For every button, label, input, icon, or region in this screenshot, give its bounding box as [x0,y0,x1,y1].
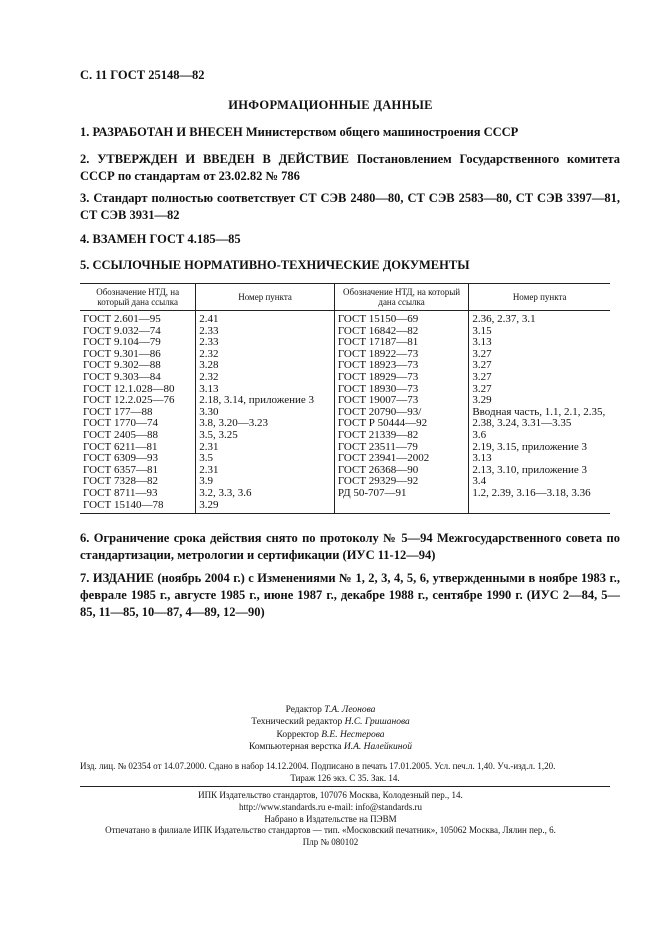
item-text: Постановлением Государственного комитета СССР по стандартам от 23.02.82 № 786 [80,152,621,183]
ntd-designation-cell: ГОСТ 18929—73 [334,372,469,384]
column-header: Обозначение НТД, на который дана ссылка [334,284,469,311]
clause-number-cell: 3.15 [472,324,492,337]
item-bold-text: УТВЕРЖДЕН И ВВЕДЕН В ДЕЙСТВИЕ [97,152,350,166]
column-header: Номер пункта [469,284,610,311]
clause-number-cell: 3.28 [196,360,335,372]
ntd-designation-cell: ГОСТ 20790—93/ [334,407,469,419]
clause-number-cell: 2.36, 2.37, 3.1 [472,313,536,325]
clause-number-cell: 3.27 [472,370,492,383]
info-item-5 [80,257,620,274]
item-number: 1. [80,125,90,139]
item-text: Стандарт полностью соответствует СТ СЭВ 2480—80, СТ СЭВ 2583—80, СТ СЭВ 3397—81, СТ СЭВ 3931—82 [80,191,621,222]
table-row [80,311,610,326]
ntd-designation-cell: ГОСТ 18930—73 [334,384,469,396]
clause-number-cell: 3.5 [196,453,335,465]
clause-number-cell: 2.13, 3.10, приложение 3 [472,463,588,476]
item-text: Ограничение срока действия снято по протоколу № 5—94 Межгосударственного совета по стандартизации, метрологии и сертификации (ИУС 11-12—94) [80,531,621,562]
item-text: (ноябрь 2004 г.) с Изменениями № 1, 2, 3, 4, 5, 6, утвержденными в ноябре 1983 г., феврале 1985 г., августе 1985 г., июне 1987 г., декабре 1988 г., сентябре 1990 г. (ИУС 2—84, 5—85, 11—85, 10—87, 4—89, 12—90) [80,571,620,619]
ntd-designation-cell: ГОСТ 17187—81 [334,337,469,349]
clause-number-cell: 3.6 [472,428,487,441]
ntd-designation-cell: ГОСТ 15140—78 [80,500,196,514]
ntd-designation-cell: ГОСТ 6211—81 [80,442,196,454]
credit-name: В.Е. Нестерова [321,729,385,740]
credit-line [0,716,661,728]
ntd-designation-cell: ГОСТ 9.104—79 [80,337,196,349]
footer-line: Плр № 080102 [302,837,359,848]
credits-block [0,704,661,754]
credit-role: Корректор [276,729,319,740]
divider [80,786,610,787]
page-title: ИНФОРМАЦИОННЫЕ ДАННЫЕ [228,98,433,112]
clause-number-cell: 2.33 [196,326,335,338]
ntd-designation-cell: ГОСТ 12.2.025—76 [80,395,196,407]
clause-number-cell: 3.8, 3.20—3.23 [196,418,335,430]
credit-line [0,704,661,716]
clause-number-cell: 2.18, 3.14, приложение 3 [196,395,335,407]
clause-number-cell: 2.38, 3.24, 3.31—3.35 [472,417,572,430]
credit-role: Редактор [285,705,322,715]
item-number: 2. [80,152,90,166]
print-run-info: Тираж 126 экз. С 35. Зак. 14. [290,773,400,783]
credit-role: Технический редактор [251,717,343,728]
ntd-designation-cell: ГОСТ 29329—92 [334,476,469,488]
column-header: Обозначение НТД, на который дана ссылка [80,284,196,311]
item-number: 3. [80,191,90,205]
clause-number-cell: 3.2, 3.3, 3.6 [196,488,335,500]
ntd-designation-cell: ГОСТ 1770—74 [80,418,196,430]
publisher-footer [0,790,661,849]
info-item-7 [80,570,620,621]
info-item-1 [80,124,620,141]
publishing-info: Изд. лиц. № 02354 от 14.07.2000. Сдано в набор 14.12.2004. Подписано в печать 17.01.2005. Усл. печ.л. 1,40. Уч.-изд.л. 1,20. [80,761,556,771]
ntd-designation-cell: ГОСТ 15150—69 [334,311,469,326]
ntd-designation-cell: ГОСТ Р 50444—92 [334,418,469,430]
clause-number-cell: 2.41 [196,311,335,326]
clause-number-cell: 3.13 [472,452,492,465]
credit-name: И.А. Налейкиной [343,742,412,753]
clause-number-cell: 2.33 [196,337,335,349]
table-header-row [80,284,610,311]
clause-number-cell: 3.29 [472,394,492,407]
clause-number-cell: 2.31 [196,442,335,454]
references-table [80,283,610,514]
item-bold-text: ССЫЛОЧНЫЕ НОРМАТИВНО-ТЕХНИЧЕСКИЕ ДОКУМЕНТЫ [92,258,470,272]
clause-number-cell: 3.13 [472,336,492,349]
credit-line [0,729,661,741]
footer-line: Набрано в Издательстве на ПЭВМ [264,813,397,824]
ntd-designation-cell [334,500,469,514]
info-item-6 [80,530,620,564]
clause-number-cell: 2.32 [196,349,335,361]
table-row [80,453,610,465]
clause-number-cell: 3.9 [196,476,335,488]
ntd-designation-cell: ГОСТ 12.1.028—80 [80,384,196,396]
ntd-designation-cell: ГОСТ 9.301—86 [80,349,196,361]
clause-number-cell: Вводная часть, 1.1, 2.1, 2.35, [472,405,606,418]
item-number: 6. [80,531,90,545]
table-row [80,372,610,384]
table-row [80,500,610,514]
item-number: 5. [80,258,90,272]
table-row [80,395,610,407]
ntd-designation-cell: ГОСТ 23511—79 [334,442,469,454]
ntd-designation-cell: ГОСТ 19007—73 [334,395,469,407]
ntd-designation-cell: ГОСТ 2405—88 [80,430,196,442]
ntd-designation-cell: ГОСТ 8711—93 [80,488,196,500]
credit-name: Н.С. Гришанова [344,717,410,728]
ntd-designation-cell: ГОСТ 23941—2002 [334,453,469,465]
ntd-designation-cell: ГОСТ 18922—73 [334,349,469,361]
clause-number-cell [469,500,610,514]
info-item-3 [80,190,620,224]
ntd-designation-cell: ГОСТ 6357—81 [80,465,196,477]
ntd-designation-cell: ГОСТ 177—88 [80,407,196,419]
ntd-designation-cell: ГОСТ 7328—82 [80,476,196,488]
item-bold-text: РАЗРАБОТАН И ВНЕСЕН [92,125,243,139]
footer-line: http://www.standards.ru e-mail: info@standards.ru [239,801,422,812]
table-row [80,488,610,500]
clause-number-cell: 3.27 [472,359,492,372]
clause-number-cell: 1.2, 2.39, 3.16—3.18, 3.36 [472,486,591,499]
ntd-designation-cell: ГОСТ 18923—73 [334,360,469,372]
ntd-designation-cell: ГОСТ 9.303—84 [80,372,196,384]
clause-number-cell: 3.13 [196,384,335,396]
footer-line: Отпечатано в филиале ИПК Издательство стандартов — тип. «Московский печатник», 105062 Москва, Лялин пер., 6. [105,825,556,836]
ntd-designation-cell: ГОСТ 6309—93 [80,453,196,465]
clause-number-cell: 3.30 [196,407,335,419]
item-text: Министерством общего машиностроения СССР [245,125,519,139]
column-header: Номер пункта [196,284,335,311]
info-item-2 [80,151,620,185]
credit-role: Компьютерная верстка [249,742,342,753]
ntd-designation-cell: ГОСТ 26368—90 [334,465,469,477]
ntd-designation-cell: ГОСТ 2.601—95 [80,311,196,326]
table-row [80,430,610,442]
ntd-designation-cell: РД 50-707—91 [334,488,469,500]
clause-number-cell: 3.4 [472,475,487,488]
item-bold-text: ВЗАМЕН ГОСТ 4.185—85 [92,232,241,246]
clause-number-cell: 2.32 [196,372,335,384]
clause-number-cell: 3.5, 3.25 [196,430,335,442]
credit-name: Т.А. Леонова [324,705,376,715]
page-header: С. 11 ГОСТ 25148—82 [80,68,205,82]
clause-number-cell: 3.27 [472,347,492,360]
ntd-designation-cell: ГОСТ 9.302—88 [80,360,196,372]
clause-number-cell: 3.27 [472,382,492,395]
ntd-designation-cell: ГОСТ 16842—82 [334,326,469,338]
item-number: 7. [80,571,90,585]
clause-number-cell: 3.29 [196,500,335,514]
clause-number-cell: 2.31 [196,465,335,477]
ntd-designation-cell: ГОСТ 9.032—74 [80,326,196,338]
credit-line [0,741,661,753]
footer-line: ИПК Издательство стандартов, 107076 Москва, Колодезный пер., 14. [198,790,463,800]
item-bold-text: ИЗДАНИЕ [92,571,154,585]
ntd-designation-cell: ГОСТ 21339—82 [334,430,469,442]
info-item-4 [80,231,620,248]
clause-number-cell: 2.19, 3.15, приложение 3 [472,440,588,453]
table-body [80,311,610,514]
item-number: 4. [80,232,90,246]
